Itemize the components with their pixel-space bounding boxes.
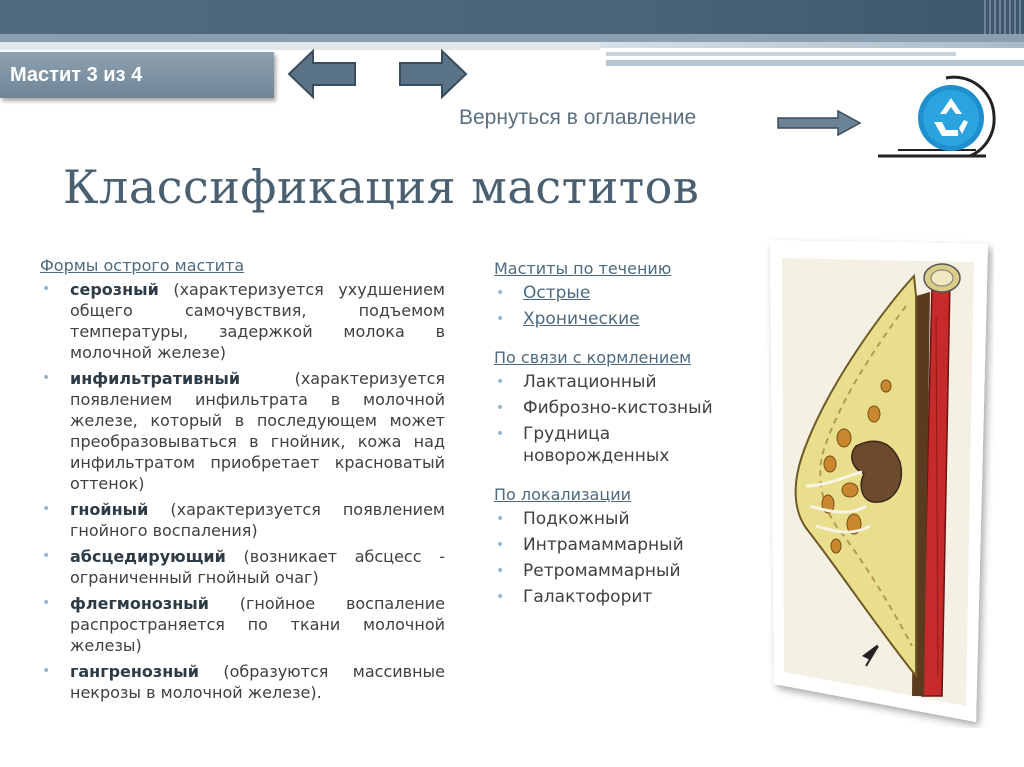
header-divider-bottom [606,60,1024,66]
list-item[interactable] [494,308,754,330]
list-item-label: Ретромаммарный [523,561,681,581]
top-banner [0,0,1024,34]
course-heading: Маститы по течению [494,259,672,278]
form-description: (характеризуется появлением инфильтрата в молочной железе, который в последующем может преобразовываться в гнойник, кожа над инфильтратом приобретает красноватый оттенок) [70,369,445,493]
header-divider [0,34,1024,42]
list-item [494,534,754,556]
acute-forms-section [40,256,445,708]
list-item [494,397,754,419]
page-title: Классификация маститов [63,160,700,214]
next-slide-button[interactable] [398,48,468,104]
location-list [494,508,754,608]
form-description: (образуются массивные некрозы в молочной железе). [70,662,445,702]
form-description: (характеризуется появлением гнойного воспаления) [70,500,445,540]
course-list [494,282,754,330]
form-term: гангренозный [70,662,199,681]
form-description: (характеризуется ухудшением общего самочувствия, подъемом температуры, задержкой молока в молочной железе) [70,280,445,362]
list-item-label: Интрамаммарный [523,535,684,555]
list-item-label: Грудница новорожденных [523,424,670,466]
header-divider-right [600,42,1024,48]
list-item[interactable] [494,282,754,304]
list-item-label: Галактофорит [523,587,653,607]
breast-anatomy-illustration [766,236,994,732]
acute-forms-list [40,279,445,703]
list-item [40,661,445,703]
prev-slide-button[interactable] [287,48,359,104]
list-item-label: Подкожный [523,509,630,529]
form-term: гнойный [70,500,149,519]
slide-counter: Мастит 3 из 4 [0,52,274,98]
form-description: (гнойное воспаление распространяется по ткани молочной железы) [70,594,445,655]
feeding-group [494,348,754,467]
arrow-left-icon [287,48,359,100]
top-banner-stripes [984,0,1024,34]
list-item [40,368,445,494]
header-divider-thin [606,52,956,56]
feeding-list [494,371,754,467]
list-item [40,499,445,541]
location-group [494,485,754,608]
toc-arrow-button[interactable] [776,108,862,142]
toc-link[interactable]: Вернуться в оглавление [459,106,697,129]
classification-groups [494,259,754,626]
list-item-label[interactable]: Острые [523,283,591,303]
list-item [40,546,445,588]
acute-forms-heading: Формы острого мастита [40,256,245,275]
list-item-label[interactable]: Хронические [523,309,640,329]
form-description: (возникает абсцесс - ограниченный гнойный очаг) [70,547,445,587]
form-term: инфильтративный [70,369,241,388]
feeding-heading: По связи с кормлением [494,348,692,367]
list-item [494,560,754,582]
arrow-right-icon [398,48,468,100]
recycle-button[interactable] [876,72,1004,168]
list-item [494,508,754,530]
form-term: абсцедирующий [70,547,226,566]
form-term: серозный [70,280,159,299]
list-item [494,423,754,467]
location-heading: По локализации [494,485,632,504]
list-item-label: Лактационный [523,372,657,392]
recycle-icon [876,72,1004,164]
list-item [40,279,445,363]
form-term: флегмонозный [70,594,209,613]
list-item [40,593,445,656]
list-item [494,371,754,393]
course-group [494,259,754,330]
list-item [494,586,754,608]
list-item-label: Фиброзно-кистозный [523,398,713,418]
arrow-right-thin-icon [776,108,862,138]
